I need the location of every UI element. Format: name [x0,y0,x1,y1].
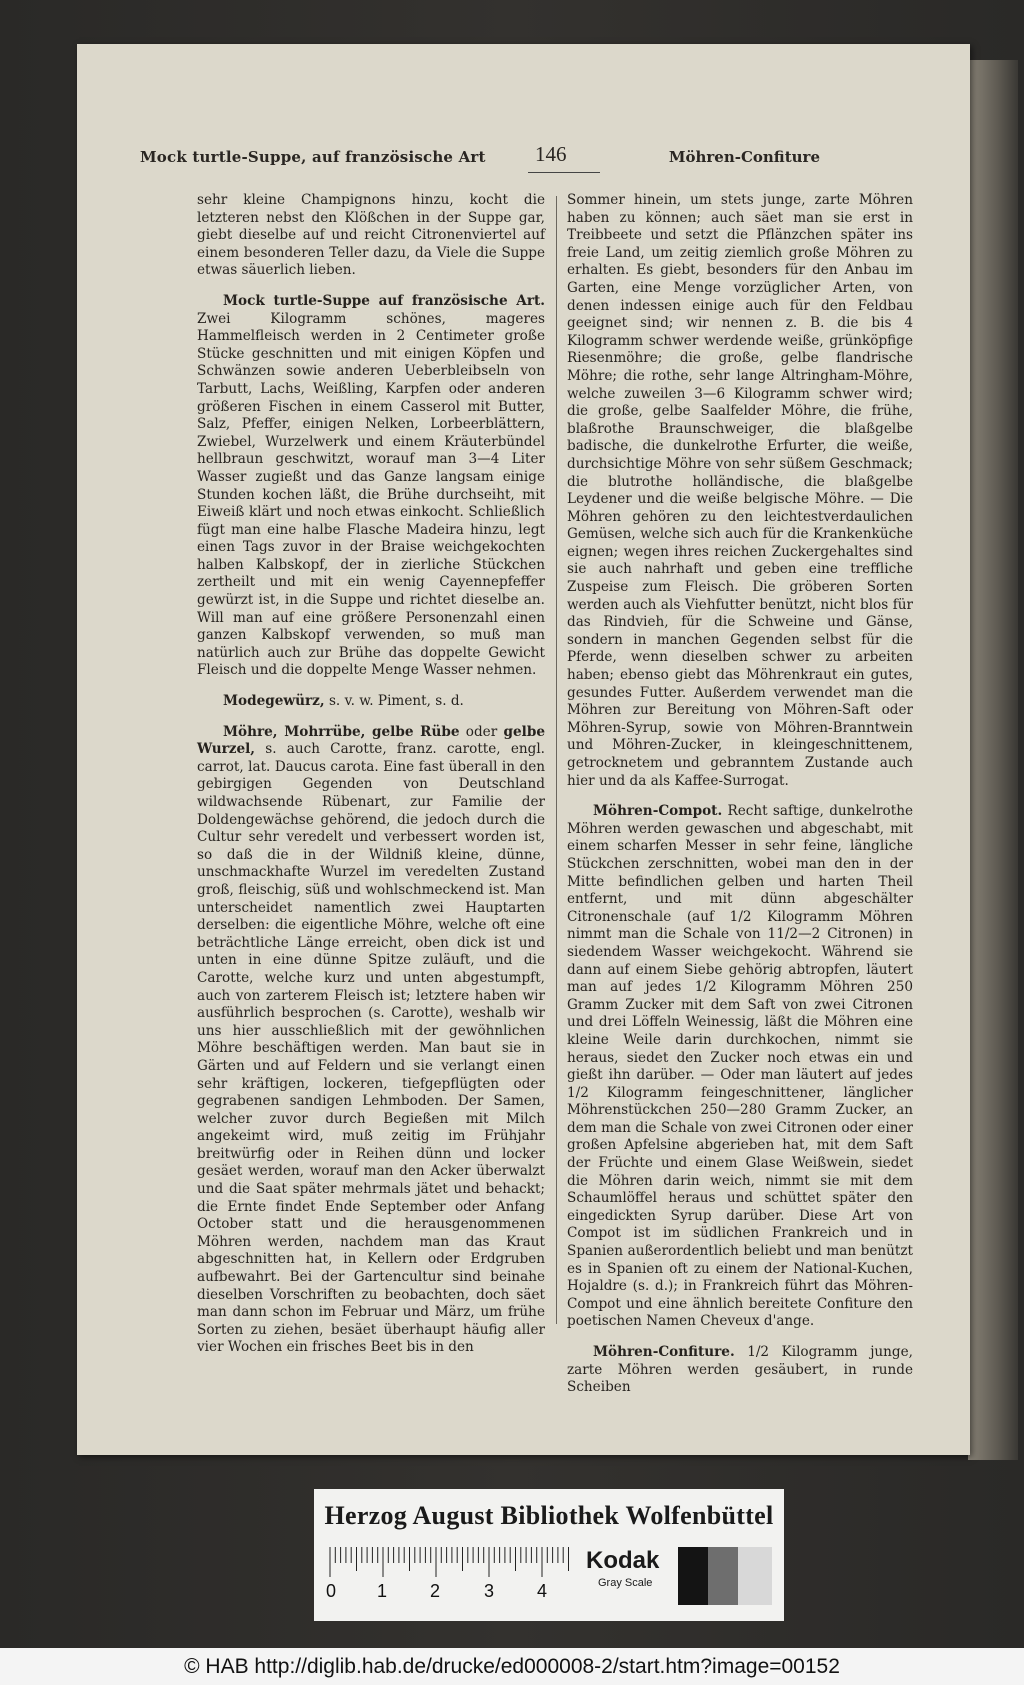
entry-heading: Modegewürz, [223,693,325,710]
ruler-label: 3 [484,1581,495,1601]
entry-text: Zwei Kilogramm schönes, mageres Hammelfleisch werden in 2 Centimeter große Stücke geschnitten und mit einigen Köpfen und Schwänzen sowie anderen Ueberbleibseln von Tarbutt, Lachs, Weißling, Karpfen oder anderen größeren Fischen in einem Casserol mit Butter, Salz, Pfeffer, einigen Nelken, Lorbeerblättern, Zwiebel, Wurzelwerk und einem Kräuterbündel hellbraun geschwitzt, worauf man 3—4 Liter Wasser zugießt und das Ganze langsam einige Stunden kochen läßt, die Brühe durchseiht, mit Eiweiß klärt und noch etwas einkocht. Schließlich fügt man eine halbe Flasche Madeira hinzu, legt einen Tags zuvor in der Braise weichgekochten halben Kalbskopf, der in zierliche Stückchen zertheilt und mit ein wenig Cayennepfeffer gewürzt ist, in die Suppe und richtet dieselbe an. Will man auf eine größere Personenzahl einen ganzen Kalbskopf verwenden, so muß man natürlich auch zur Brühe das doppelte Gewicht Fleisch und die doppelte Menge Wasser nehmen. [197,310,545,679]
entry-modegewuerz [197,693,545,711]
footer-credit: © HAB http://diglib.hab.de/drucke/ed000008-2/start.htm?image=00152 [0,1648,1024,1685]
entry-moehren-confiture [567,1344,913,1397]
right-column [567,192,913,1397]
paragraph-continuation: Sommer hinein, um stets junge, zarte Möhren haben zu können; auch säet man sie erst in Treibbeete und setzt die Pflänzchen später ins freie Land, um zeitig ziemlich große Möhren zu erhalten. Es giebt, besonders für den Anbau im Garten, eine Menge vorzüglicher Arten, von denen indessen einige auch für den Feldbau geeignet sind; wir nennen z. B. die bis 4 Kilogramm schwer werdende weiße, grünköpfige Riesenmöhre; die große, gelbe flandrische Möhre; die rothe, sehr lange Altringham-Möhre, welche zuweilen 3—6 Kilogramm schwer wird; die große, gelbe Saalfelder Möhre, die frühe, blaßrothe Braunschweiger, die blaßgelbe badische, die dunkelrothe Erfurter, die weiße, durchsichtige Möhre von sehr süßem Geschmack; die blutrothe holländische, die blaßgelbe Leydener und die weiße belgische Möhre. — Die Möhren gehören zu den leichtestverdaulichen Gemüsen, welche sich auch für die Krankenküche eignen; wegen ihres reichen Zuckergehaltes sind sie auch nahrhaft und geben eine treffliche Zuspeise zum Fleisch. Die gröberen Sorten werden auch als Viehfutter benützt, nicht blos für das Rindvieh, für die Schweine und Gänse, sondern in manchen Gegenden selbst für die Pferde, wenn dieselben schwer zu arbeiten haben; ebenso giebt das Möhrenkraut ein gutes, gesundes Futter. Außerdem verwendet man die Möhren zur Bereitung von Möhren-Saft oder Möhren-Syrup, sowie von Möhren-Branntwein und Möhren-Zucker, in kleingeschnittenem, getrocknetem und gebranntem Zustande auch hier und da als Kaffee-Surrogat. [567,192,913,789]
kodak-logo-text: Kodak [586,1547,660,1574]
library-name: Herzog August Bibliothek Wolfenbüttel [324,1501,774,1530]
entry-text: s. v. w. Piment, s. d. [324,693,464,710]
page-edge-shadow [968,60,1018,1460]
paragraph-continuation: sehr kleine Champignons hinzu, kocht die letzteren nebst den Klößchen in der Suppe gar, giebt dieselbe auf und reicht Citronenviertel auf einem besonderen Teller dazu, da Viele die Suppe etwas säuerlich lieben. [197,192,545,279]
entry-text: Recht saftige, dunkelrothe Möhren werden gewaschen und abgeschabt, mit einem scharfen Messer in sehr feine, längliche Stückchen zerschnitten, wobei man den in der Mitte befindlichen gelben und harten Theil entfernt, und mit dünn abgeschälter Citronenschale (auf 1/2 Kilogramm Möhren nimmt man die Schale von 11/2—2 Citronen) in siedendem Wasser weichgekocht. Während sie dann auf einem Siebe gehörig abtropfen, läutert man auf jedes 1/2 Kilogramm Möhren 250 Gramm Zucker mit dem Saft von zwei Citronen und drei Löffeln Weinessig, läßt die Möhren eine kleine Weile darin durchkochen, nimmt sie heraus, siedet den Zucker noch etwas ein und gießt ihn darüber. — Oder man läutert auf jedes 1/2 Kilogramm feingeschnittener, länglicher Möhrenstückchen 250—280 Gramm Zucker, an dem man die Schale von zwei Citronen oder einer großen Apfelsine abgerieben hat, mit dem Saft der Früchte und einem Glase Weißwein, siedet die Möhren darin weich, nimmt sie mit dem Schaumlöffel heraus und schüttet später den eingedickten Syrup darüber. Diese Art von Compot ist im südlichen Frankreich und in Spanien außerordentlich beliebt und man benützt es in Spanien oft zu einem der National-Kuchen, Hojaldre (s. d.); in Frankreich führt das Möhren-Compot und eine ähnlich bereitete Confiture den poetischen Namen Cheveux d'ange. [567,803,913,1330]
ruler-label: 1 [377,1581,388,1601]
header-rule [528,172,600,173]
entry-heading: Mock turtle-Suppe auf französische Art. [223,292,545,309]
entry-moehren-compot [567,803,913,1331]
header-right-title: Möhren-Confiture [668,148,820,166]
gray-scale-caption: Gray Scale [598,1577,653,1589]
running-header [140,142,820,176]
entry-heading-alt: gelbe Wurzel, [197,723,545,758]
library-label-card [314,1489,784,1621]
entry-mock-turtle [197,293,545,680]
ruler-label: 2 [430,1581,441,1601]
ruler-scale [326,1545,598,1601]
entry-heading: Möhren-Confiture. [593,1344,735,1360]
entry-moehre: Möhre, Mohrrübe, gelbe Rübe oder gelbe Wurzel, s. auch Carotte, franz. carotte, engl. carrot, lat. Daucus carota. Eine fast überall in den gebirgigen Gegenden von Deutschland wildwachsende Rübenart, zur Familie der Doldengewächse gehörend, die jedoch durch die Cultur sehr veredelt und verbessert worden ist, so daß die in der Wildniß kleine, dünne, unschmackhafte Wurzel im veredelten Zustand groß, fleischig, süß und wohlschmeckend ist. Man unterscheidet namentlich zwei Hauptarten derselben: die eigentliche Möhre, welche oft eine beträchtliche Länge erreicht, oben dick ist und unten in eine dünne Spitze zuläuft, und die Carotte, welche kurz und unten abgestumpft, auch von zarterem Fleisch ist; letztere haben wir ausführlich besprochen (s. Carotte), weshalb wir uns hier ausschließlich mit der gewöhnlichen Möhre beschäftigen werden. Man baut sie in Gärten und auf Feldern und sie verlangt einen sehr kräftigen, lockeren, tiefgepflügten oder gegrabenen sandigen Lehmboden. Der Samen, welcher zuvor durch Begießen mit Milch angekeimt wird, muß zeitig im Frühjahr breitwürfig oder in Reihen dünn und locker gesäet werden, worauf man den Acker überwalzt und die Saat später mehrmals jätet und behackt; die Ernte findet Ende September oder Anfang October statt und die herausgenommenen Möhren werden, nachdem man das Kraut abgeschnitten hat, in Kellern oder Erdgruben aufbewahrt. Bei der Gartencultur sind beinahe dieselben Vorschriften zu beobachten, doch säet man dann schon im Februar und März, um frühe Sorten zu ziehen, besäet überhaupt häufig aller vier Wochen ein frisches Beet bis in den [197,723,545,1356]
entry-text: 1/2 Kilogramm junge, zarte Möhren werden gesäubert, in runde Scheiben [567,1344,913,1396]
page-number: 146 [535,142,567,166]
ruler-label: 0 [326,1581,337,1601]
ruler-label: 4 [537,1581,548,1601]
entry-heading: Möhren-Compot. [593,803,723,820]
entry-heading: Möhre, Mohrrübe, gelbe Rübe [223,723,460,740]
entry-text: s. auch Carotte, franz. carotte, engl. carrot, lat. Daucus carota. Eine fast überall in den gebirgigen Gegenden von Deutschland wildwachsende Rübenart, zur Familie der Doldengewächse gehörend, die jedoch durch die Cultur sehr veredelt und verbessert worden ist, so daß die in der Wildniß kleine, dünne, unschmackhafte Wurzel im veredelten Zustand groß, fleischig, süß und wohlschmeckend ist. Man unterscheidet namentlich zwei Hauptarten derselben: die eigentliche Möhre, welche oft eine beträchtliche Länge erreicht, oben dick ist und unten in eine dünne Spitze zuläuft, und die Carotte, welche kurz und unten abgestumpft, auch von zarterem Fleisch ist; letztere haben wir ausführlich besprochen (s. Carotte), weshalb wir uns hier ausschließlich mit der gewöhnlichen Möhre beschäftigen werden. Man baut sie in Gärten und auf Feldern und sie verlangt einen sehr kräftigen, lockeren, tiefgepflügten oder gegrabenen sandigen Lehmboden. Der Samen, welcher zuvor durch Begießen mit Milch angekeimt wird, muß zeitig im Frühjahr breitwürfig oder in Reihen dünn und locker gesäet werden, worauf man den Acker überwalzt und die Saat später mehrmals jätet und behackt; die Ernte findet Ende September oder Anfang October statt und die herausgenommenen Möhren werden, nachdem man das Kraut abgeschnitten hat, in Kellern oder Erdgruben aufbewahrt. Bei der Gartencultur sind beinahe dieselben Vorschriften zu beobachten, doch säet man dann schon im Februar und März, um frühe Sorten zu ziehen, besäet überhaupt häufig aller vier Wochen ein frisches Beet bis in den [197,741,545,1356]
left-column [197,192,545,1357]
gray-scale-swatches [678,1547,772,1605]
header-left-title: Mock turtle-Suppe, auf französische Art [140,148,486,166]
column-divider [556,196,557,1324]
